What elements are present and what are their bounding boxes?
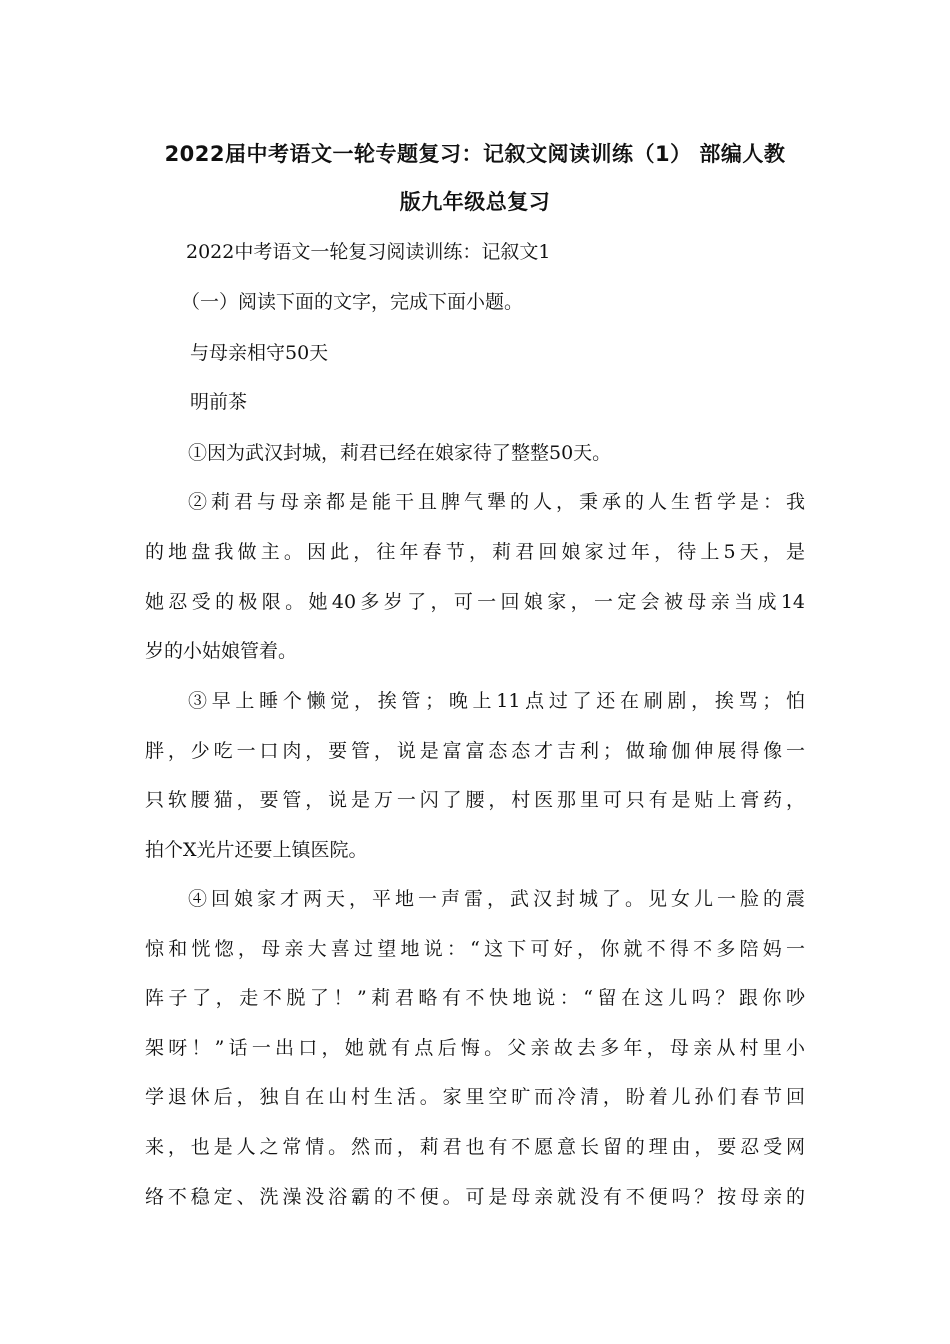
paragraph-4-line: 络不稳定、洗澡没浴霸的不便。可是母亲就没有不便吗？按母亲的 bbox=[145, 1186, 805, 1208]
paragraph-4-line: 架呀！”话一出口，她就有点后悔。父亲故去多年，母亲从村里小 bbox=[145, 1037, 805, 1059]
paragraph-4-line: ④回娘家才两天，平地一声雷，武汉封城了。见女儿一脸的震 bbox=[188, 888, 805, 910]
subtitle: 2022中考语文一轮复习阅读训练：记叙文1 bbox=[186, 241, 551, 263]
paragraph-4-line: 惊和恍惚，母亲大喜过望地说：“这下可好，你就不得不多陪妈一 bbox=[145, 938, 805, 960]
article-title: 与母亲相守50天 bbox=[190, 342, 329, 364]
paragraph-4-line: 阵子了，走不脱了！”莉君略有不快地说：“留在这儿吗？跟你吵 bbox=[145, 987, 805, 1009]
paragraph-2-line: ②莉君与母亲都是能干且脾气犟的人，秉承的人生哲学是：我 bbox=[188, 491, 805, 513]
document-title-line-2: 版九年级总复习 bbox=[399, 190, 551, 214]
paragraph-4-line: 来，也是人之常情。然而，莉君也有不愿意长留的理由，要忍受网 bbox=[145, 1136, 805, 1158]
paragraph-2-line: 她忍受的极限。她40多岁了，可一回娘家，一定会被母亲当成14 bbox=[145, 591, 805, 613]
paragraph-1-line: ①因为武汉封城，莉君已经在娘家待了整整50天。 bbox=[188, 442, 612, 464]
paragraph-2-line: 的地盘我做主。因此，往年春节，莉君回娘家过年，待上5天，是 bbox=[145, 541, 805, 563]
paragraph-4-line: 学退休后，独自在山村生活。家里空旷而冷清，盼着儿孙们春节回 bbox=[145, 1086, 805, 1108]
article-author: 明前茶 bbox=[190, 391, 248, 413]
document-title-line-1: 2022届中考语文一轮专题复习：记叙文阅读训练（1） 部编人教 bbox=[164, 142, 786, 166]
paragraph-3-line: ③早上睡个懒觉，挨管；晚上11点过了还在刷剧，挨骂；怕 bbox=[188, 690, 805, 712]
paragraph-3-line: 拍个X光片还要上镇医院。 bbox=[145, 839, 368, 861]
paragraph-2-line: 岁的小姑娘管着。 bbox=[145, 640, 298, 662]
paragraph-3-line: 只软腰猫，要管，说是万一闪了腰，村医那里可只有是贴上膏药， bbox=[145, 789, 805, 811]
instruction: （一）阅读下面的文字，完成下面小题。 bbox=[181, 291, 524, 313]
paragraph-3-line: 胖，少吃一口肉，要管，说是富富态态才吉利；做瑜伽伸展得像一 bbox=[145, 740, 805, 762]
